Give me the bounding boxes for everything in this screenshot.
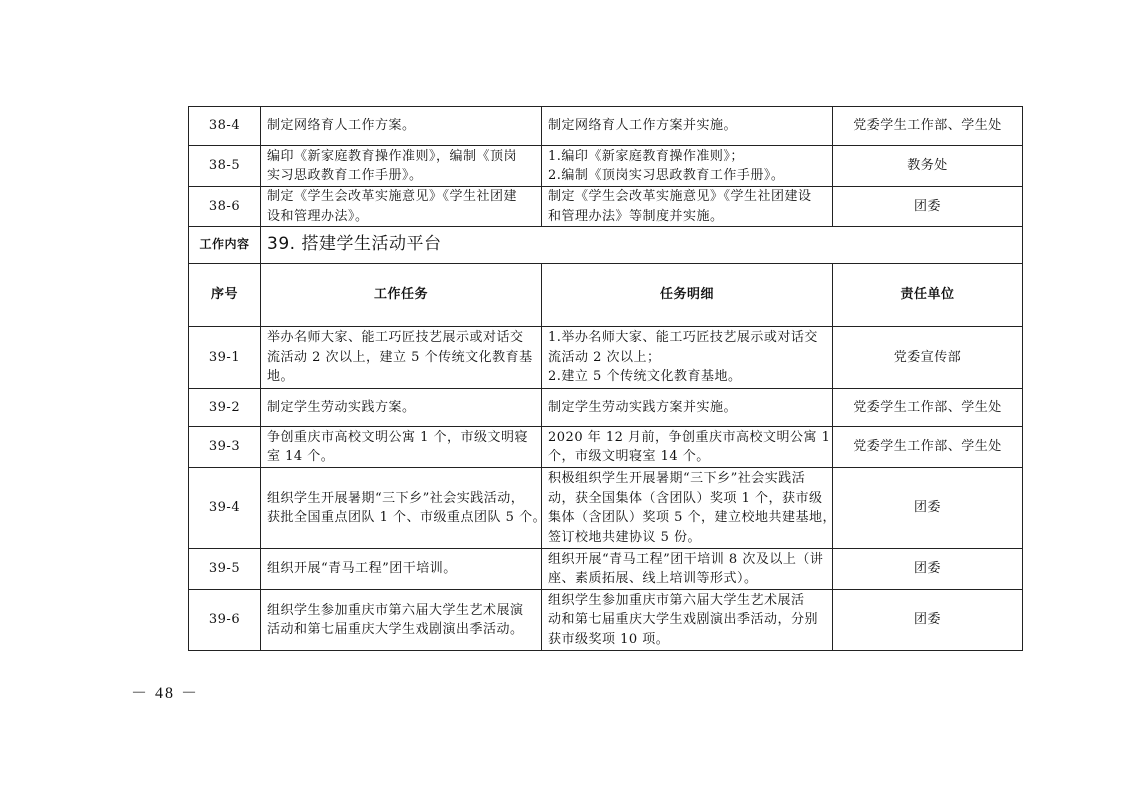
row-id: 39-3 bbox=[189, 427, 261, 468]
row-id: 39-1 bbox=[189, 327, 261, 389]
row-task-line: 地。 bbox=[267, 369, 295, 385]
section-39-header bbox=[189, 227, 1023, 327]
row-unit: 教务处 bbox=[833, 146, 1023, 187]
row-detail bbox=[542, 389, 833, 427]
row-task bbox=[261, 549, 542, 590]
row-detail bbox=[542, 146, 833, 187]
row-task bbox=[261, 187, 542, 227]
row-detail bbox=[542, 427, 833, 468]
row-task bbox=[261, 590, 542, 651]
row-detail-line: 制定学生劳动实践方案并实施。 bbox=[548, 399, 738, 415]
row-task-line: 制定《学生会改革实施意见》《学生社团建 bbox=[267, 189, 518, 204]
row-id: 39-2 bbox=[189, 389, 261, 427]
row-detail-line: 1.举办名师大家、能工巧匠技艺展示或对话交 bbox=[548, 330, 818, 346]
row-detail-line: 个，市级文明寝室 14 个。 bbox=[548, 449, 710, 464]
row-detail-line: 获市级奖项 10 项。 bbox=[548, 631, 670, 647]
row-unit: 团委 bbox=[833, 468, 1023, 549]
page-number: － 48 － bbox=[131, 685, 200, 702]
row-detail-line: 2.编制《顶岗实习思政教育工作手册》。 bbox=[548, 168, 785, 183]
row-task-line: 举办名师大家、能工巧匠技艺展示或对话交 bbox=[267, 330, 524, 346]
section-38-rows bbox=[189, 107, 1023, 227]
row-detail-line: 签订校地共建协议 5 份。 bbox=[548, 529, 702, 545]
row-detail-line: 集体（含团队）奖项 5 个，建立校地共建基地， bbox=[548, 510, 837, 525]
row-task bbox=[261, 389, 542, 427]
row-detail bbox=[542, 590, 833, 651]
row-task-line: 实习思政教育工作手册》。 bbox=[267, 168, 423, 183]
header-unit: 责任单位 bbox=[833, 264, 1023, 327]
row-detail bbox=[542, 468, 837, 549]
row-task-line: 组织学生参加重庆市第六届大学生艺术展演 bbox=[267, 602, 524, 618]
row-detail-line: 动，获全国集体（含团队）奖项 1 个，获市级 bbox=[548, 490, 823, 506]
row-id: 38-5 bbox=[189, 146, 261, 187]
row-detail-line: 动和第七届重庆大学生戏剧演出季活动，分别 bbox=[548, 612, 819, 628]
row-id: 39-4 bbox=[189, 468, 261, 549]
section-label: 工作内容 bbox=[189, 227, 261, 264]
row-unit: 团委 bbox=[833, 590, 1023, 651]
row-task-line: 组织学生开展暑期“三下乡”社会实践活动， bbox=[267, 490, 525, 506]
row-unit: 党委学生工作部、学生处 bbox=[833, 389, 1023, 427]
table-row bbox=[189, 107, 1023, 146]
row-unit: 党委学生工作部、学生处 bbox=[833, 107, 1023, 146]
row-detail-line: 流活动 2 次以上； bbox=[548, 349, 661, 365]
table-row bbox=[189, 187, 1023, 227]
header-detail: 任务明细 bbox=[542, 264, 833, 327]
row-detail-line: 制定《学生会改革实施意见》《学生社团建设 bbox=[548, 189, 812, 204]
row-detail bbox=[542, 549, 833, 590]
row-id: 39-5 bbox=[189, 549, 261, 590]
row-id: 38-6 bbox=[189, 187, 261, 227]
header-id: 序号 bbox=[189, 264, 261, 327]
row-id: 39-6 bbox=[189, 590, 261, 651]
row-detail-line: 2.建立 5 个传统文化教育基地。 bbox=[548, 369, 742, 385]
row-task bbox=[261, 107, 542, 146]
row-task-line: 编印《新家庭教育操作准则》，编制《顶岗 bbox=[267, 148, 518, 164]
table-row bbox=[189, 590, 1023, 651]
row-detail bbox=[542, 107, 833, 146]
section-39-rows bbox=[189, 327, 1023, 651]
row-detail-line: 座、素质拓展、线上培训等形式）。 bbox=[548, 571, 758, 586]
row-task-line: 组织开展“青马工程”团干培训。 bbox=[267, 561, 457, 577]
row-unit: 党委宣传部 bbox=[833, 327, 1023, 389]
row-unit: 党委学生工作部、学生处 bbox=[833, 427, 1023, 468]
header-task: 工作任务 bbox=[261, 264, 542, 327]
row-detail-line: 组织开展“青马工程”团干培训 8 次及以上（讲 bbox=[548, 551, 824, 567]
task-table bbox=[188, 106, 1023, 651]
table-row bbox=[189, 468, 1023, 549]
row-unit: 团委 bbox=[833, 549, 1023, 590]
row-detail-line: 积极组织学生开展暑期“三下乡”社会实践活 bbox=[548, 471, 806, 486]
row-detail bbox=[542, 327, 833, 389]
row-task-line: 制定学生劳动实践方案。 bbox=[267, 399, 416, 415]
row-task-line: 争创重庆市高校文明公寓 1 个，市级文明寝 bbox=[267, 429, 529, 445]
row-task-line: 室 14 个。 bbox=[267, 449, 335, 464]
column-header-row bbox=[189, 264, 1023, 327]
section-title-row bbox=[189, 227, 1023, 264]
row-task bbox=[261, 146, 542, 187]
row-task-line: 活动和第七届重庆大学生戏剧演出季活动。 bbox=[267, 622, 524, 637]
table-row bbox=[189, 389, 1023, 427]
row-task bbox=[261, 468, 547, 549]
table-row bbox=[189, 549, 1023, 590]
row-task-line: 制定网络育人工作方案。 bbox=[267, 118, 416, 134]
section-title: 39. 搭建学生活动平台 bbox=[261, 227, 1023, 264]
row-task bbox=[261, 427, 542, 468]
row-task-line: 获批全国重点团队 1 个、市级重点团队 5 个。 bbox=[267, 510, 547, 525]
table-row bbox=[189, 327, 1023, 389]
row-id: 38-4 bbox=[189, 107, 261, 146]
row-task-line: 流活动 2 次以上，建立 5 个传统文化教育基 bbox=[267, 349, 533, 365]
row-detail bbox=[542, 187, 833, 227]
row-task bbox=[261, 327, 542, 389]
row-detail-line: 1.编印《新家庭教育操作准则》； bbox=[548, 148, 744, 164]
table-row bbox=[189, 427, 1023, 468]
table-row bbox=[189, 146, 1023, 187]
row-detail-line: 组织学生参加重庆市第六届大学生艺术展活 bbox=[548, 592, 805, 608]
row-task-line: 设和管理办法》。 bbox=[267, 208, 369, 224]
row-detail-line: 和管理办法》等制度并实施。 bbox=[548, 208, 724, 224]
row-unit: 团委 bbox=[833, 187, 1023, 227]
row-detail-line: 2020 年 12 月前，争创重庆市高校文明公寓 1 bbox=[548, 429, 831, 445]
row-detail-line: 制定网络育人工作方案并实施。 bbox=[548, 118, 738, 134]
